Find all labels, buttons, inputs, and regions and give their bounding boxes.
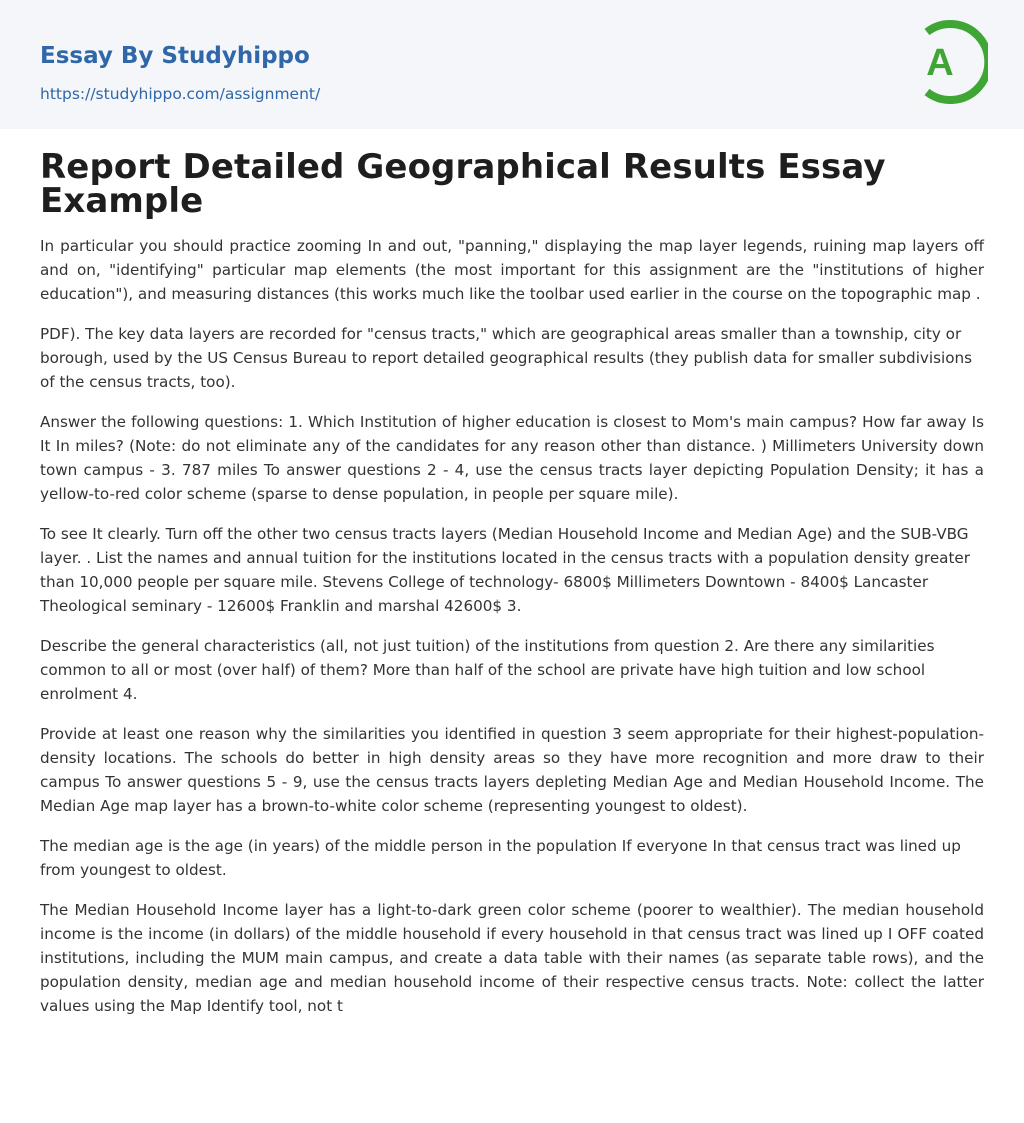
article-title: Report Detailed Geographical Results Essay Example	[40, 147, 886, 221]
site-header	[0, 0, 1024, 129]
assignment-link[interactable]: https://studyhippo.com/assignment/	[40, 85, 321, 103]
paragraph: PDF). The key data layers are recorded for "census tracts," which are geographical areas smaller than a township, city or borough, used by the US Census Bureau to report detailed geographical results (they publish data for smaller subdivisions of the census tracts, too).	[40, 325, 973, 391]
paragraph: In particular you should practice zooming In and out, "panning," displaying the map layer legends, ruining map layers off and on, "identifying" particular map elements (the most important for this assignment are the "institutions of higher education"), and measuring distances (this works much like the toolbar used earlier in the course on the topographic map .	[40, 237, 984, 303]
paragraph: The Median Household Income layer has a light-to-dark green color scheme (poorer to wealthier). The median household income is the income (in dollars) of the middle household if every household in that census tract was lined up I OFF coated institutions, including the MUM main campus, and create a data table with their names (as separate table rows), and the population density, median age and median household income of their respective census tracts. Note: collect the latter values using the Map Identify tool, not t	[40, 901, 984, 1015]
studyhippo-logo-icon[interactable]	[912, 18, 988, 106]
paragraph: Provide at least one reason why the similarities you identified in question 3 seem appropriate for their highest-population-density locations. The schools do better in high density areas so they have more recognition and more draw to their campus To answer questions 5 - 9, use the census tracts layers depleting Median Age and Median Household Income. The Median Age map layer has a brown-to-white color scheme (representing youngest to oldest).	[40, 725, 984, 815]
logo-letter: A	[926, 42, 954, 84]
paragraph: To see It clearly. Turn off the other two census tracts layers (Median Household Income and Median Age) and the SUB-VBG layer. . List the names and annual tuition for the institutions located in the census tracts with a population density greater than 10,000 people per square mile. Stevens College of technology- 6800$ Millimeters Downtown - 8400$ Lancaster Theological seminary - 12600$ Franklin and marshal 42600$ 3.	[40, 525, 971, 615]
paragraph: Describe the general characteristics (all, not just tuition) of the institutions from question 2. Are there any similarities common to all or most (over half) of them? More than half of the school are private have high tuition and low school enrolment 4.	[40, 637, 935, 703]
brand-title[interactable]: Essay By Studyhippo	[40, 43, 310, 69]
article-body	[40, 234, 984, 1034]
paragraph: The median age is the age (in years) of the middle person in the population If everyone In that census tract was lined up from youngest to oldest.	[40, 837, 961, 879]
paragraph: Answer the following questions: 1. Which Institution of higher education is closest to Mom's main campus? How far away Is It In miles? (Note: do not eliminate any of the candidates for any reason other than distance. ) Millimeters University down town campus - 3. 787 miles To answer questions 2 - 4, use the census tracts layer depicting Population Density; it has a yellow-to-red color scheme (sparse to dense population, in people per square mile).	[40, 413, 984, 503]
